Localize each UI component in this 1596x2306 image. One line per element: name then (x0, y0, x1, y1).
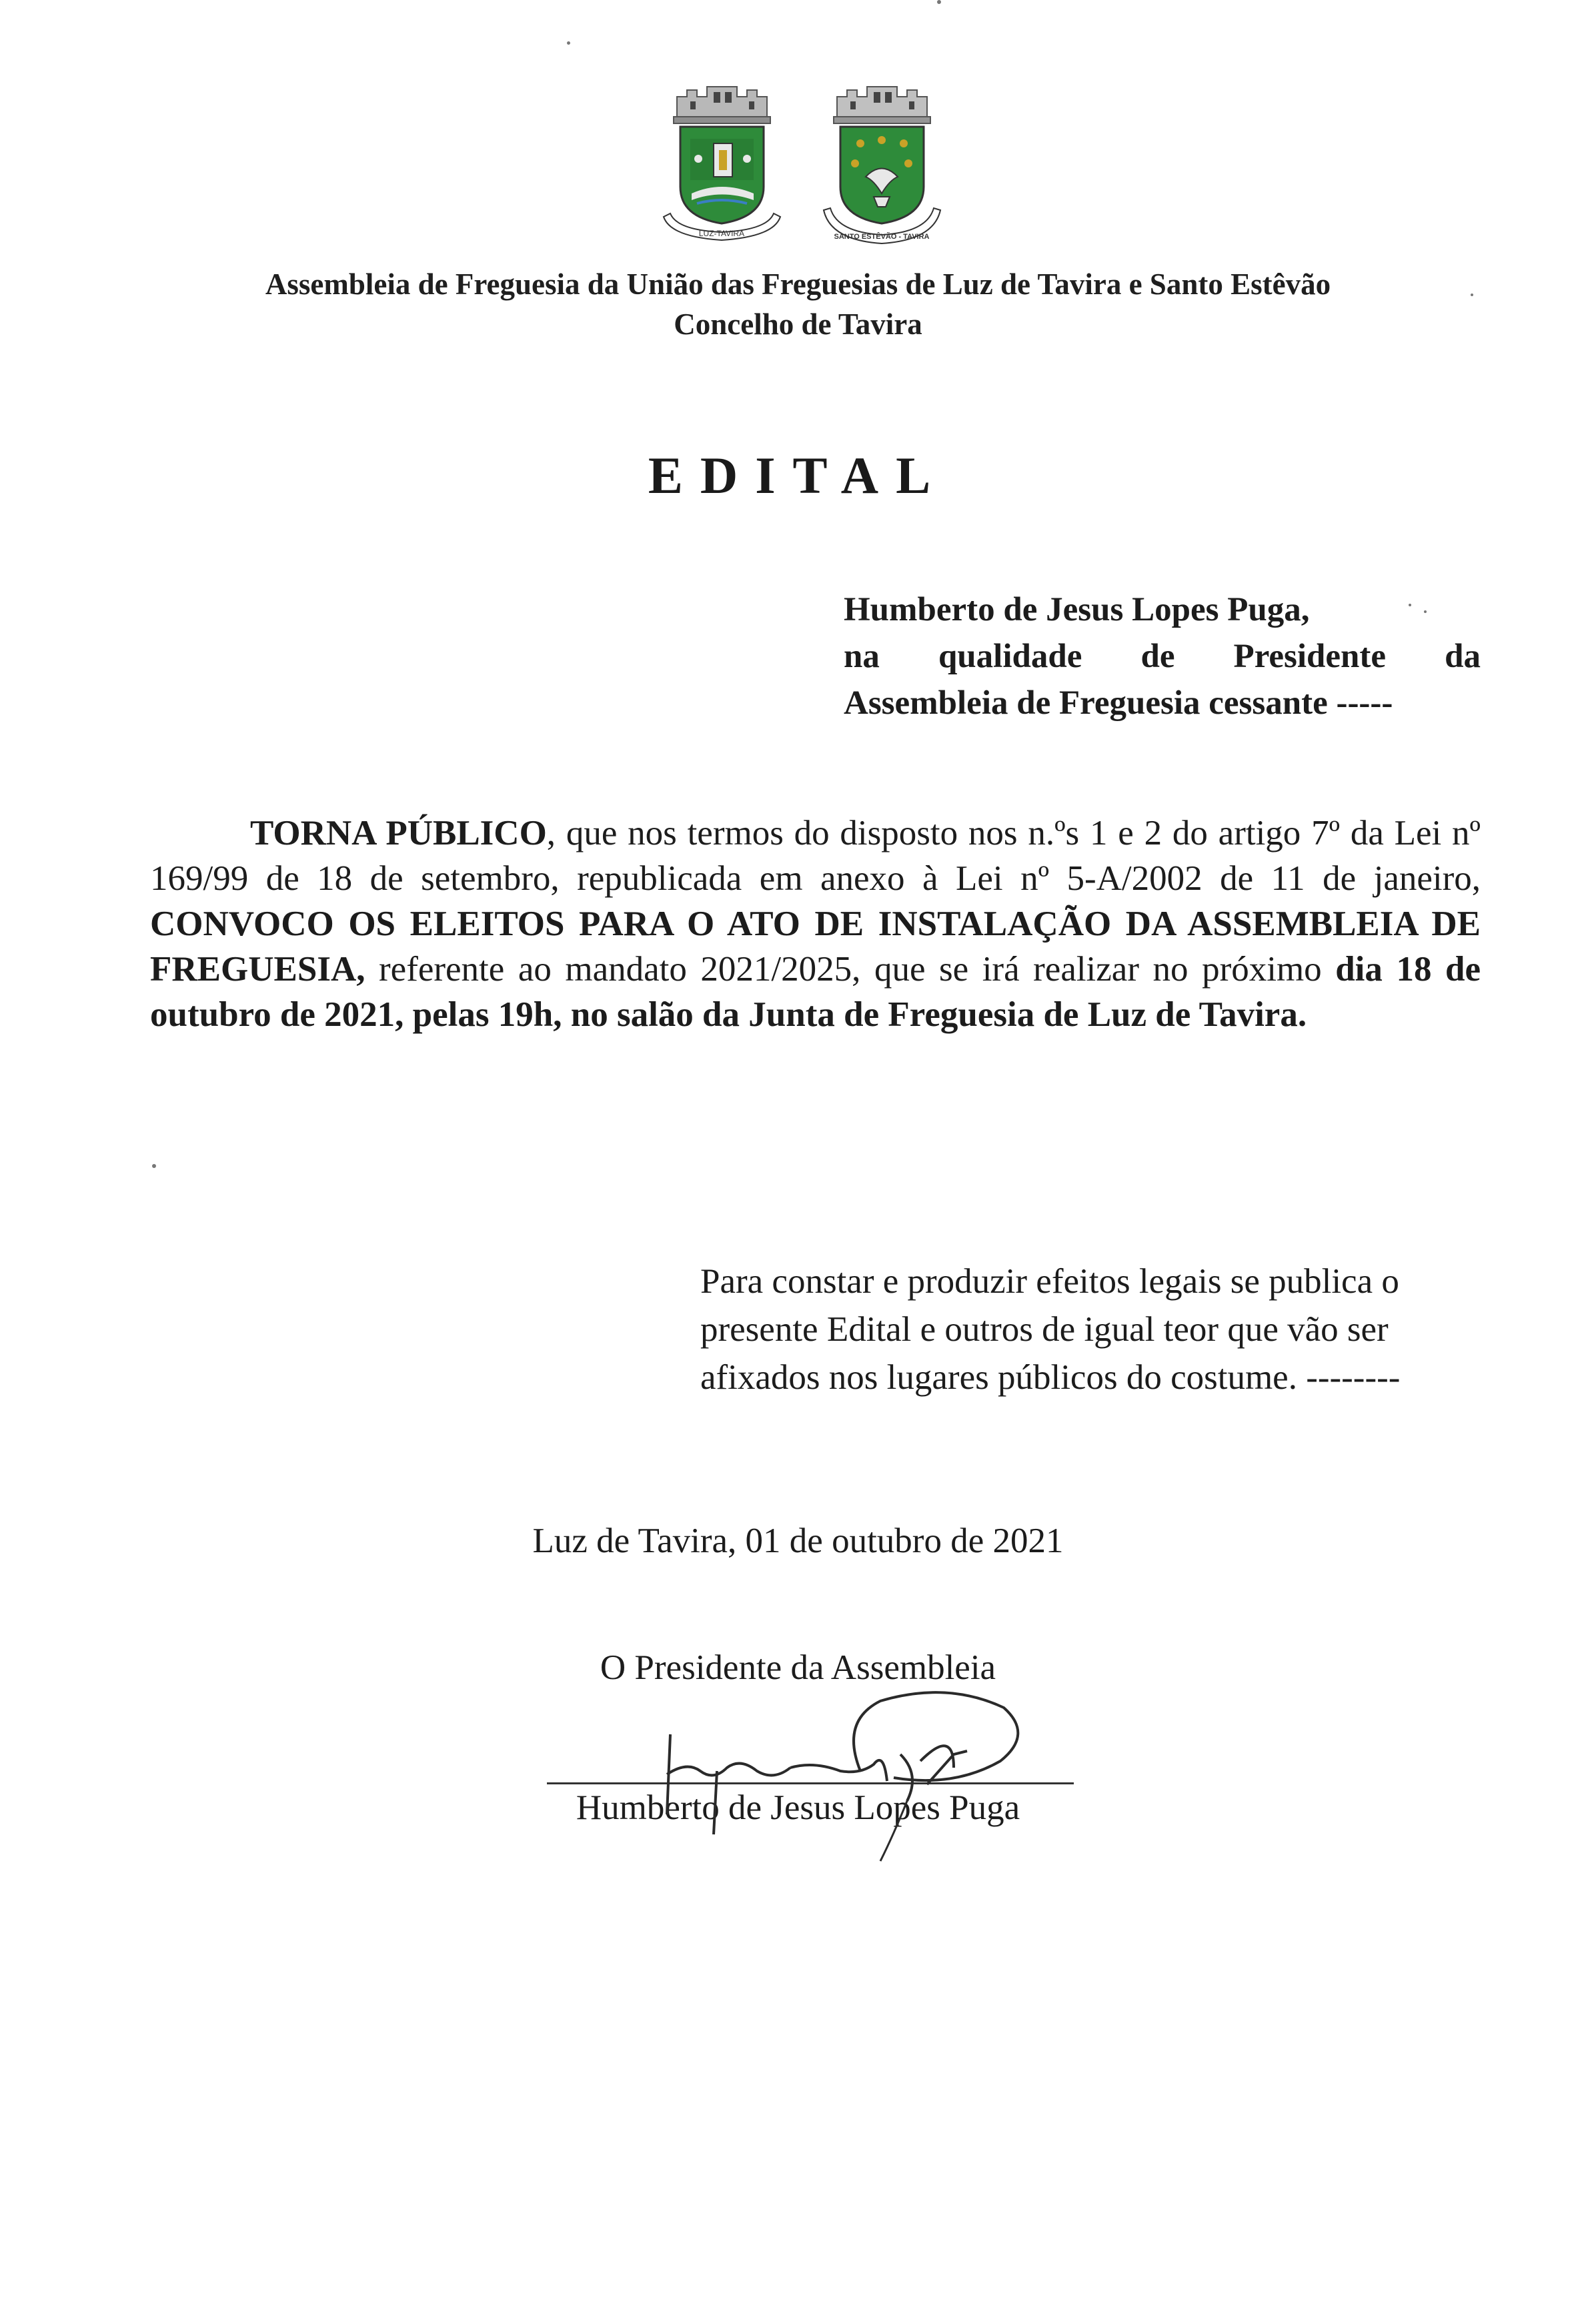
scan-speck (937, 0, 941, 4)
place-and-date: Luz de Tavira, 01 de outubro de 2021 (532, 1522, 1064, 1560)
crest-left-label: LUZ-TAVIRA (698, 229, 745, 238)
luz-tavira-coat-of-arms (650, 80, 794, 250)
mandate-text: referente ao mandato 2021/2025, que se irá realizar no próximo (365, 950, 1336, 989)
legal-basis-text: , que nos termos do disposto nos n.ºs 1 e 2 do artigo 7º da Lei nº 169/99 de 18 de setembro, republicada em anexo à Lei nº 5-A/2002 de 11 de janeiro, (150, 814, 1481, 898)
meeting-date-location: dia 18 de outubro de 2021, pelas 19h, no salão da Junta de Freguesia de Luz de Tavira. (150, 950, 1481, 1034)
convocation-text: CONVOCO OS ELEITOS PARA O ATO DE INSTALAÇÃO DA ASSEMBLEIA DE FREGUESIA, (150, 905, 1481, 989)
torna-publico-label: TORNA PÚBLICO (250, 814, 547, 852)
scan-speck (567, 41, 570, 45)
scan-speck (1409, 604, 1411, 606)
announcement-paragraph (150, 810, 1481, 1037)
publication-notice: Para constar e produzir efeitos legais se publica o presente Edital e outros de igual teor que vão ser afixados nos lugares públicos do costume. -------- (700, 1262, 1401, 1397)
president-role: na qualidade de Presidente da (844, 638, 1481, 675)
signatory-title: O Presidente da Assembleia (600, 1648, 996, 1687)
scan-speck (152, 1164, 156, 1168)
mural-crown-icon (834, 87, 930, 123)
scan-speck (1471, 294, 1473, 296)
handwritten-signature (640, 1681, 1054, 1881)
document-title: EDITAL (648, 446, 948, 504)
scan-speck (1424, 610, 1427, 613)
mural-crown-icon (674, 87, 770, 123)
assembly-header: Assembleia de Freguesia da União das Freguesias de Luz de Tavira e Santo Estêvão (265, 267, 1331, 301)
municipality-header: Concelho de Tavira (674, 308, 922, 341)
crest-right-label: SANTO ESTÊVÃO - TAVIRA (834, 233, 930, 241)
signatory-name: Humberto de Jesus Lopes Puga (576, 1788, 1020, 1827)
santo-estevao-coat-of-arms (807, 80, 957, 250)
president-name: Humberto de Jesus Lopes Puga, (844, 591, 1310, 628)
president-role-cont: Assembleia de Freguesia cessante ----- (844, 684, 1393, 722)
